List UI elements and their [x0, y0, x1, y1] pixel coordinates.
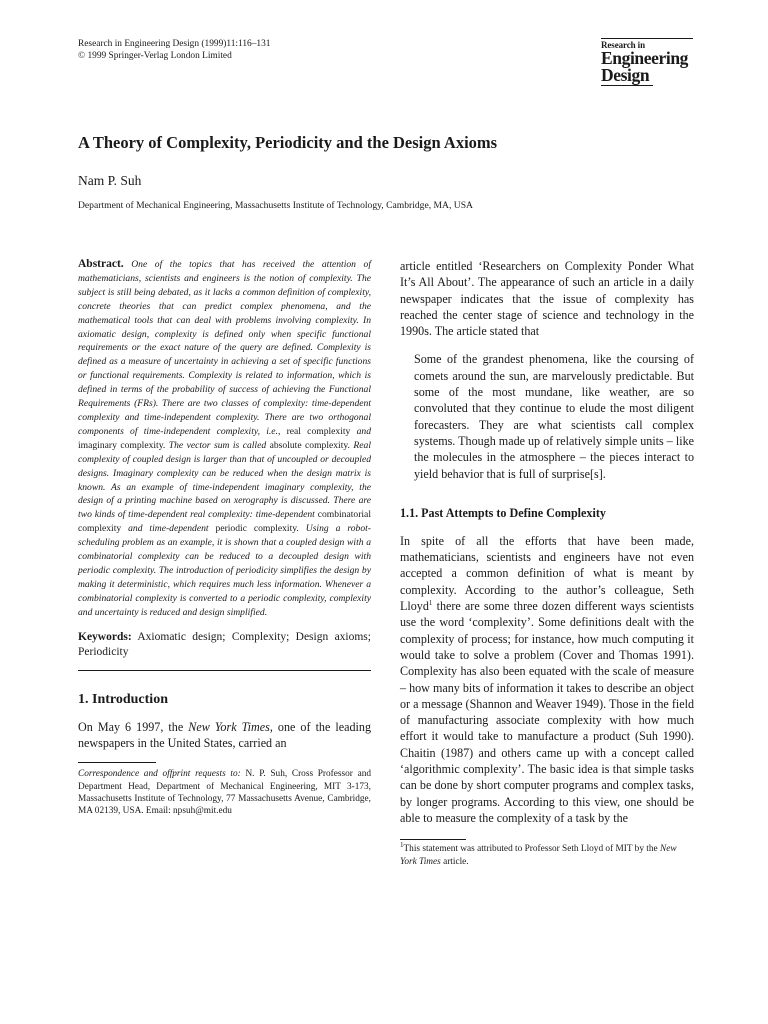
right-column — [400, 258, 694, 868]
abstract-text-6: Using a robot-scheduling problem as an example, it is shown that a coupled design with a combinatorial complexity can be reduced to a decoupled design with periodic complexity. The introduction of periodicity simplifies the design by making it deterministic, which requires much less information. Whenever a combinatorial complexity is converted to a periodic complexity, complexity and uncertainty is reduced and design simplified. — [78, 523, 371, 618]
logo-top-rule — [601, 38, 693, 39]
abstract-text-5: and time-dependent — [128, 523, 209, 535]
keywords-label: Keywords: — [78, 630, 132, 643]
author-affiliation: Department of Mechanical Engineering, Massachusetts Institute of Technology, Cambridge, MA, USA — [78, 200, 473, 211]
introduction-heading: 1. Introduction — [78, 691, 168, 707]
footnote-nyt: New York Times — [400, 844, 677, 867]
paper-title: A Theory of Complexity, Periodicity and the Design Axioms — [78, 133, 498, 152]
correspondence-note — [78, 768, 371, 818]
keywords — [78, 630, 371, 660]
logo-line-design: Design — [601, 65, 650, 85]
paper-author: Nam P. Suh — [78, 173, 142, 188]
section-heading-1-1: 1.1. Past Attempts to Define Complexity — [400, 505, 606, 520]
footnote-ref: 1 — [428, 599, 433, 608]
left-column — [78, 258, 371, 818]
intro-text-a: On May 6 1997, the — [78, 719, 184, 734]
abstract — [78, 258, 371, 620]
right-paragraph-1: article entitled ‘Researchers on Complexity Ponder What It’s All About’. The appearance of such an article in a daily newspaper indicates that the issue of complexity has reached the center stage of science and technology in the 1990s. The article stated that — [400, 259, 694, 339]
section-divider — [78, 670, 371, 671]
correspondence-rule — [78, 762, 156, 763]
abstract-term-absolute: absolute complexity. — [269, 439, 350, 451]
abstract-term-combinatorial: combinatorial complexity — [78, 509, 371, 535]
block-quote: Some of the grandest phenomena, like the coursing of comets around the sun, are marvelously predictable. But some of the most mundane, like weather, are so convoluted that they continue to elude the most diligent forecasters. They are what scientists call complex systems. Though made up of relatively simple units – like the molecules in the atmosphere – the pieces interact to yield behavior that is full of surprise[s]. — [414, 352, 694, 481]
footnote-number: 1 — [400, 841, 404, 850]
footnote-text-b: article. — [443, 856, 469, 867]
logo-bottom-rule — [601, 85, 653, 86]
footnote-rule — [400, 839, 466, 840]
abstract-text-1: One of the topics that has received the attention of mathematicians, scientists and engineers is the notion of complexity. The subject is still being debated, as it lacks a common definition of complexity, concrete theories that can predict complex phenomena, and the mathematical tools that can deal with problems involving complexity. In axiomatic design, complexity is defined only when specific functional requirements or the exact nature of the query are defined. Complexity is defined as a measure of uncertainty in achieving a set of specific functions or functional requirements. Complexity is related to information, which is defined in terms of the probability of success of achieving the Functional Requirements (FRs). There are two classes of complexity: time-dependent complexity and time-independent complexity. There are two orthogonal components of time-independent complexity, i.e., — [78, 259, 371, 437]
intro-text-b: one of the leading newspapers in the United States, carried an — [78, 719, 371, 750]
abstract-text-3: The vector sum is called — [168, 439, 267, 451]
section-text-a: In spite of all the efforts that have been made, mathematicians, scientists and engineers have not even accepted a common definition of what is meant by complexity. According to the author’s colleague, Seth Lloyd — [400, 533, 694, 614]
journal-citation-line: Research in Engineering Design (1999)11:116–131 — [78, 39, 271, 49]
footnote-text-a: This statement was attributed to Professor Seth Lloyd of MIT by the — [403, 844, 658, 855]
abstract-term-real: real complexity — [286, 425, 351, 437]
journal-citation — [78, 38, 271, 62]
logo-line-engineering: Engineering — [601, 48, 688, 68]
section-text-b: there are some three dozen different ways scientists use the word ‘complexity’. Some definitions dealt with the complexity of process; for instance, how much computing it would take to solve a problem (Cover and Thomas 1991). Complexity has also been equated with the scale of measure – how many bits of information it takes to describe an object or a message (Shannon and Weaver 1949). Those in the field of manufacturing associate complexity with how much effort it would take to manufacture a product (Suh 1990). Chaitin (1987) and others came up with a concept called ‘algorithmic complexity’. The basic idea is that simple tasks can be done by short computer programs and complex tasks, by longer programs. According to this view, one should be able to measure the complexity of a task by the — [400, 599, 694, 825]
abstract-term-periodic: periodic complexity. — [215, 523, 299, 535]
correspondence-label: Correspondence and offprint requests to: — [78, 769, 241, 780]
footnote — [400, 843, 694, 868]
section-paragraph — [400, 533, 694, 826]
journal-logo — [601, 38, 693, 86]
intro-nyt: New York Times, — [188, 719, 273, 734]
abstract-text-2: and — [356, 425, 371, 437]
abstract-label: Abstract. — [78, 258, 124, 270]
correspondence-text: N. P. Suh, Cross Professor and Department Head, Department of Mechanical Engineering, MIT 3-173, Massachusetts Institute of Technology, 77 Massachusetts Avenue, Cambridge, MA 02139, USA. Email: npsuh@mit.edu — [78, 769, 372, 817]
logo-small-text: Research in — [601, 40, 645, 50]
keywords-text: Axiomatic design; Complexity; Design axioms; Periodicity — [78, 630, 371, 658]
abstract-term-imaginary: imaginary complexity. — [78, 439, 166, 451]
abstract-text-4: Real complexity of coupled design is larger than that of uncoupled or decoupled designs. Imaginary complexity can be reduced when the design matrix is known. As an example of time-independent imaginary complexity, the design of a printing machine based on xerography is discussed. There are two kinds of time-dependent real complexity: time-dependent — [78, 439, 372, 521]
copyright-line: © 1999 Springer-Verlag London Limited — [78, 51, 232, 61]
introduction-paragraph — [78, 719, 371, 752]
